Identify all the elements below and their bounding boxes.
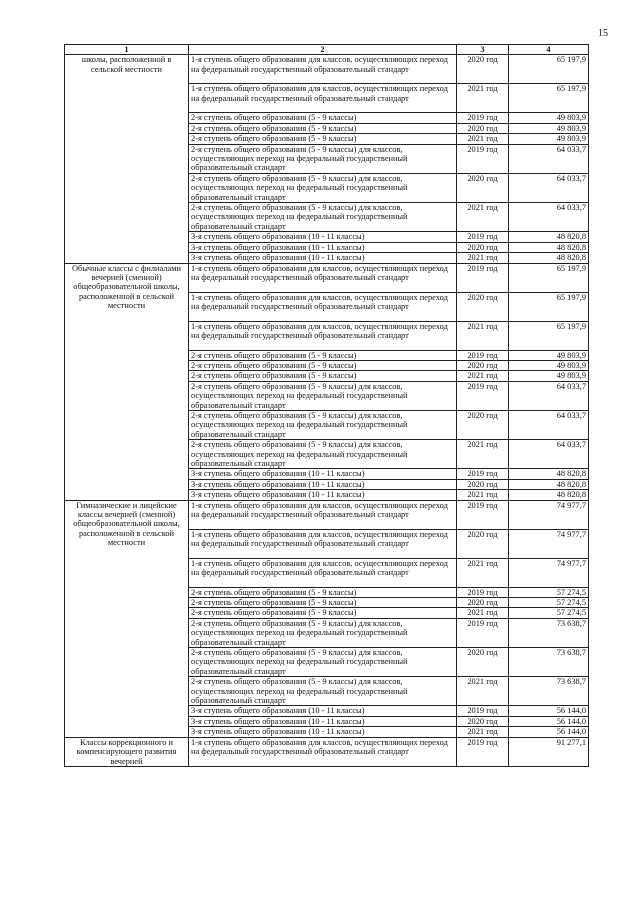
education-level-description: 2-я ступень общего образования (5 - 9 классы) для классов, осуществляющих переход на федеральный государственный образовательный стандарт [189,173,457,202]
year-cell: 2020 год [457,716,509,726]
amount-cell: 64 033,7 [509,410,589,439]
year-cell: 2021 год [457,134,509,144]
education-level-description: 2-я ступень общего образования (5 - 9 классы) для классов, осуществляющих переход на федеральный государственный образовательный стандарт [189,410,457,439]
amount-cell: 64 033,7 [509,203,589,232]
table-header-row [65,45,589,55]
table-body [65,55,589,767]
year-cell: 2019 год [457,381,509,410]
education-level-description: 2-я ступень общего образования (5 - 9 классы) [189,608,457,618]
education-level-description: 3-я ступень общего образования (10 - 11 классы) [189,242,457,252]
year-cell: 2019 год [457,113,509,123]
year-cell: 2021 год [457,84,509,113]
year-cell: 2019 год [457,232,509,242]
year-cell: 2020 год [457,648,509,677]
table-row [65,263,589,292]
group-label: школы, расположенной в сельской местности [65,55,189,263]
amount-cell: 56 144,0 [509,706,589,716]
education-level-description: 1-я ступень общего образования для классов, осуществляющих переход на федеральный государственный образовательный стандарт [189,737,457,766]
amount-cell: 65 197,9 [509,84,589,113]
amount-cell: 57 274,5 [509,587,589,597]
education-level-description: 3-я ступень общего образования (10 - 11 классы) [189,706,457,716]
amount-cell: 48 820,8 [509,242,589,252]
amount-cell: 73 638,7 [509,648,589,677]
year-cell: 2019 год [457,618,509,647]
education-level-description: 3-я ступень общего образования (10 - 11 классы) [189,727,457,737]
amount-cell: 91 277,1 [509,737,589,766]
amount-cell: 65 197,9 [509,55,589,84]
year-cell: 2021 год [457,490,509,500]
year-cell: 2020 год [457,123,509,133]
amount-cell: 64 033,7 [509,440,589,469]
group-label: Классы коррекционного и компенсирующего развития вечерней [65,737,189,766]
amount-cell: 74 977,7 [509,558,589,587]
amount-cell: 65 197,9 [509,263,589,292]
year-cell: 2020 год [457,410,509,439]
header-col-4: 4 [509,45,589,55]
education-level-description: 2-я ступень общего образования (5 - 9 классы) для классов, осуществляющих переход на федеральный государственный образовательный стандарт [189,440,457,469]
education-level-description: 2-я ступень общего образования (5 - 9 классы) [189,371,457,381]
education-level-description: 3-я ступень общего образования (10 - 11 классы) [189,716,457,726]
amount-cell: 48 820,8 [509,253,589,263]
education-level-description: 2-я ступень общего образования (5 - 9 классы) для классов, осуществляющих переход на федеральный государственный образовательный стандарт [189,648,457,677]
education-level-description: 2-я ступень общего образования (5 - 9 классы) [189,350,457,360]
year-cell: 2019 год [457,706,509,716]
amount-cell: 49 803,9 [509,113,589,123]
year-cell: 2020 год [457,55,509,84]
education-level-description: 1-я ступень общего образования для классов, осуществляющих переход на федеральный государственный образовательный стандарт [189,558,457,587]
year-cell: 2019 год [457,469,509,479]
education-level-description: 3-я ступень общего образования (10 - 11 классы) [189,490,457,500]
page-number: 15 [598,28,608,39]
amount-cell: 48 820,8 [509,479,589,489]
year-cell: 2019 год [457,500,509,529]
year-cell: 2020 год [457,292,509,321]
year-cell: 2020 год [457,479,509,489]
year-cell: 2019 год [457,737,509,766]
amount-cell: 74 977,7 [509,500,589,529]
year-cell: 2021 год [457,203,509,232]
education-level-description: 2-я ступень общего образования (5 - 9 классы) для классов, осуществляющих переход на федеральный государственный образовательный стандарт [189,381,457,410]
year-cell: 2021 год [457,727,509,737]
amount-cell: 49 803,9 [509,350,589,360]
education-level-description: 2-я ступень общего образования (5 - 9 классы) для классов, осуществляющих переход на федеральный государственный образовательный стандарт [189,203,457,232]
amount-cell: 48 820,8 [509,469,589,479]
amount-cell: 49 803,9 [509,371,589,381]
amount-cell: 65 197,9 [509,292,589,321]
amount-cell: 64 033,7 [509,144,589,173]
amount-cell: 57 274,5 [509,598,589,608]
year-cell: 2021 год [457,608,509,618]
education-level-description: 2-я ступень общего образования (5 - 9 классы) для классов, осуществляющих переход на федеральный государственный образовательный стандарт [189,144,457,173]
education-level-description: 1-я ступень общего образования для классов, осуществляющих переход на федеральный государственный образовательный стандарт [189,55,457,84]
year-cell: 2020 год [457,360,509,370]
year-cell: 2021 год [457,677,509,706]
amount-cell: 57 274,5 [509,608,589,618]
amount-cell: 65 197,9 [509,321,589,350]
education-level-description: 2-я ступень общего образования (5 - 9 классы) для классов, осуществляющих переход на федеральный государственный образовательный стандарт [189,618,457,647]
education-level-description: 2-я ступень общего образования (5 - 9 классы) для классов, осуществляющих переход на федеральный государственный образовательный стандарт [189,677,457,706]
year-cell: 2019 год [457,263,509,292]
amount-cell: 56 144,0 [509,716,589,726]
education-level-description: 1-я ступень общего образования для классов, осуществляющих переход на федеральный государственный образовательный стандарт [189,263,457,292]
year-cell: 2021 год [457,253,509,263]
education-level-description: 3-я ступень общего образования (10 - 11 классы) [189,479,457,489]
year-cell: 2021 год [457,321,509,350]
education-level-description: 1-я ступень общего образования для классов, осуществляющих переход на федеральный государственный образовательный стандарт [189,292,457,321]
header-col-3: 3 [457,45,509,55]
year-cell: 2021 год [457,440,509,469]
education-level-description: 2-я ступень общего образования (5 - 9 классы) [189,598,457,608]
year-cell: 2020 год [457,598,509,608]
amount-cell: 73 638,7 [509,677,589,706]
education-level-description: 1-я ступень общего образования для классов, осуществляющих переход на федеральный государственный образовательный стандарт [189,500,457,529]
year-cell: 2019 год [457,350,509,360]
amount-cell: 64 033,7 [509,173,589,202]
education-level-description: 3-я ступень общего образования (10 - 11 классы) [189,232,457,242]
education-level-description: 2-я ступень общего образования (5 - 9 классы) [189,113,457,123]
amount-cell: 49 803,9 [509,123,589,133]
amount-cell: 49 803,9 [509,134,589,144]
education-level-description: 2-я ступень общего образования (5 - 9 классы) [189,587,457,597]
table-row [65,55,589,84]
amount-cell: 74 977,7 [509,529,589,558]
amount-cell: 56 144,0 [509,727,589,737]
header-col-2: 2 [189,45,457,55]
year-cell: 2019 год [457,144,509,173]
education-level-description: 3-я ступень общего образования (10 - 11 классы) [189,253,457,263]
amount-cell: 73 638,7 [509,618,589,647]
amount-cell: 48 820,8 [509,490,589,500]
amount-cell: 49 803,9 [509,360,589,370]
year-cell: 2020 год [457,529,509,558]
header-col-1: 1 [65,45,189,55]
budget-table [64,44,589,767]
year-cell: 2020 год [457,173,509,202]
education-level-description: 2-я ступень общего образования (5 - 9 классы) [189,360,457,370]
table-row [65,500,589,529]
education-level-description: 3-я ступень общего образования (10 - 11 классы) [189,469,457,479]
group-label: Обычные классы с филиалами вечерней (сменной) общеобразовательной школы, расположенной в сельской местности [65,263,189,500]
amount-cell: 48 820,8 [509,232,589,242]
group-label: Гимназические и лицейские классы вечерней (сменной) общеобразовательной школы, расположенной в сельской местности [65,500,189,737]
table-row [65,737,589,766]
year-cell: 2020 год [457,242,509,252]
year-cell: 2021 год [457,558,509,587]
education-level-description: 2-я ступень общего образования (5 - 9 классы) [189,123,457,133]
education-level-description: 1-я ступень общего образования для классов, осуществляющих переход на федеральный государственный образовательный стандарт [189,321,457,350]
education-level-description: 2-я ступень общего образования (5 - 9 классы) [189,134,457,144]
education-level-description: 1-я ступень общего образования для классов, осуществляющих переход на федеральный государственный образовательный стандарт [189,529,457,558]
year-cell: 2021 год [457,371,509,381]
education-level-description: 1-я ступень общего образования для классов, осуществляющих переход на федеральный государственный образовательный стандарт [189,84,457,113]
amount-cell: 64 033,7 [509,381,589,410]
year-cell: 2019 год [457,587,509,597]
